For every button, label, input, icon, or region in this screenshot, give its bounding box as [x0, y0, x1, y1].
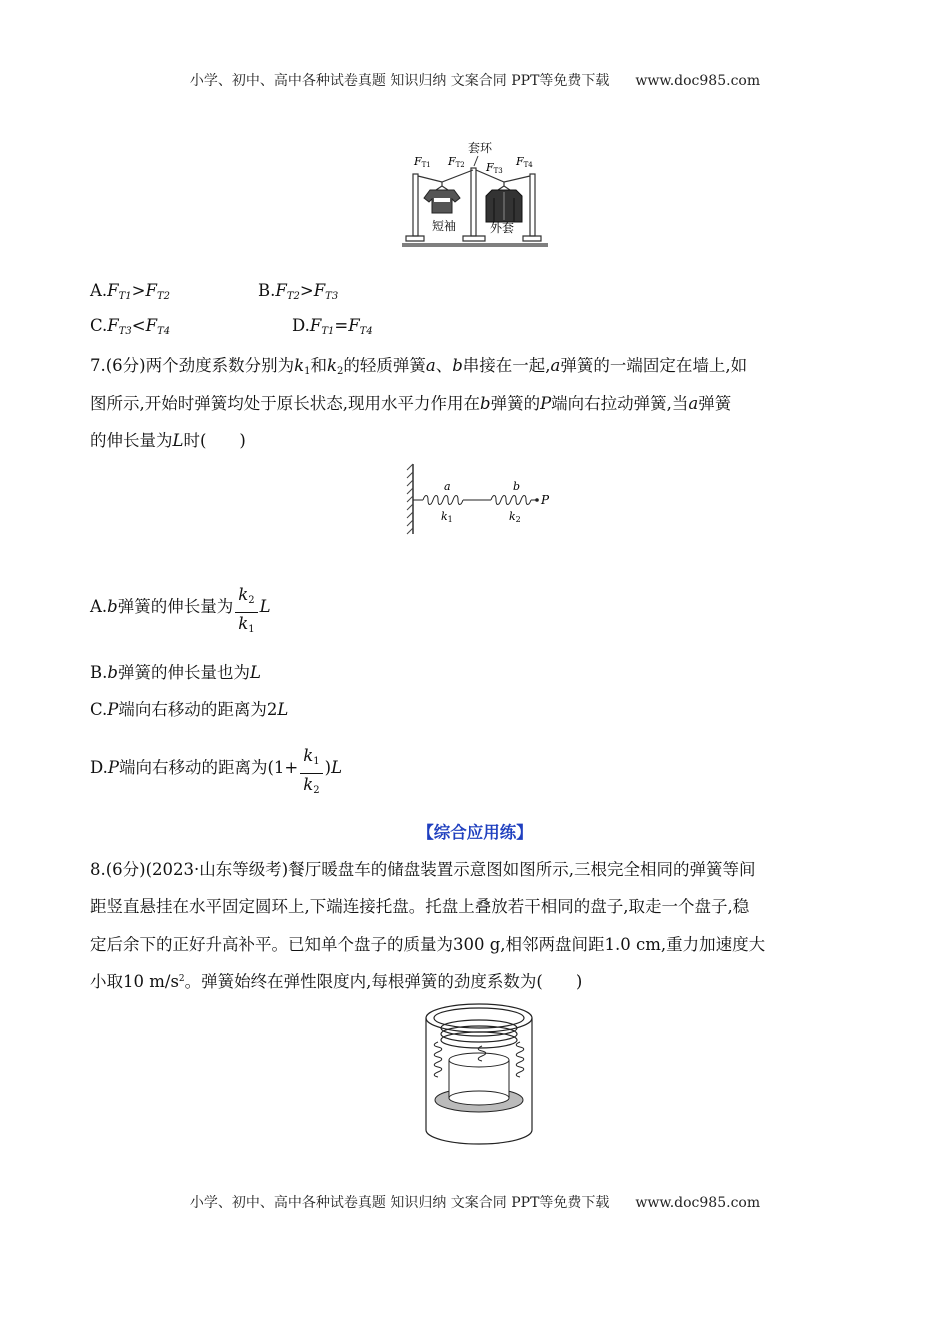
footer-text: 小学、初中、高中各种试卷真题 知识归纳 文案合同 PPT等免费下载 — [189, 1195, 610, 1211]
point-p-label: P — [541, 493, 550, 507]
plate-storage-figure — [420, 1000, 538, 1148]
q7-option-c[interactable]: C.P端向右移动的距离为2L — [90, 700, 289, 719]
q8-line-4: 小取10 $m/s^2$。弹簧始终在弹性限度内,每根弹簧的劲度系数为( ) — [90, 972, 583, 991]
page-footer — [0, 1192, 950, 1212]
q7-option-a[interactable]: A.b弹簧的伸长量为 $\frac{k_2}{k_1}$ L — [90, 584, 271, 641]
left-post — [413, 174, 418, 236]
spring-b — [491, 496, 537, 505]
section-heading: 【综合应用练】 — [417, 823, 533, 842]
ft3-label: FT3 — [486, 161, 503, 175]
footer-url[interactable]: www.doc985.com — [635, 1195, 761, 1211]
ring-label: 套环 — [468, 141, 493, 155]
ft1-label: FT1 — [414, 155, 431, 169]
q7-option-b[interactable]: B.b弹簧的伸长量也为L — [90, 663, 261, 682]
q8-line-2: 距竖直悬挂在水平固定圆环上,下端连接托盘。托盘上叠放若干相同的盘子,取走一个盘子,稳 — [90, 897, 750, 916]
q7-option-d[interactable]: D.P端向右移动的距离为(1+ $\frac{k_1}{k_2}$ )L — [90, 745, 342, 802]
q7-line-1: 7.(6分)两个劲度系数分别为$k_1$和$k_2$的轻质弹簧a、b串接在一起,a弹簧的一端固定在墙上,如 — [90, 356, 748, 377]
post-bases — [406, 236, 541, 241]
coat-label: 外套 — [490, 221, 515, 235]
right-post — [530, 174, 535, 236]
spring-figure — [405, 462, 565, 538]
rope-right — [476, 170, 530, 182]
page-header — [0, 70, 950, 90]
q6-option-d[interactable]: $D.F_{T1}=F_{T4}$ — [292, 316, 373, 337]
q6-option-a[interactable]: $A.F_{T1}>F_{T2}$ — [90, 281, 170, 302]
spring-a — [413, 496, 491, 505]
header-text: 小学、初中、高中各种试卷真题 知识归纳 文案合同 PPT等免费下载 — [189, 73, 610, 89]
rope-left — [418, 170, 473, 182]
clothesline-figure — [400, 138, 550, 250]
spring-a-label: a — [444, 480, 451, 493]
q7-line-2: 图所示,开始时弹簧均处于原长状态,现用水平力作用在b弹簧的P端向右拉动弹簧,当a弹簧 — [90, 394, 732, 413]
q6-option-b[interactable]: $B.F_{T2}>F_{T3}$ — [258, 281, 339, 302]
fraction-k1-k2: $\frac{k_1}{k_2}$ — [300, 745, 322, 802]
q7-line-3: 的伸长量为L时( ) — [90, 431, 246, 450]
spring-b-label: b — [513, 480, 521, 493]
header-url[interactable]: www.doc985.com — [635, 73, 761, 89]
middle-post — [471, 168, 476, 236]
ft4-label: FT4 — [516, 155, 533, 169]
ft2-label: FT2 — [448, 155, 465, 169]
q8-line-3: 定后余下的正好升高补平。已知单个盘子的质量为300 g,相邻两盘间距1.0 cm,重力加速度大 — [90, 935, 766, 954]
q6-option-c[interactable]: $C.F_{T3}<F_{T4}$ — [90, 316, 171, 337]
shirt-label: 短袖 — [432, 219, 457, 233]
fraction-k2-k1: $\frac{k_2}{k_1}$ — [235, 584, 257, 641]
k2-label: k2 — [509, 510, 521, 524]
k1-label: k1 — [441, 510, 453, 524]
q8-line-1: 8.(6分)(2023·山东等级考)餐厅暖盘车的储盘装置示意图如图所示,三根完全相同的弹簧等间 — [90, 860, 756, 879]
